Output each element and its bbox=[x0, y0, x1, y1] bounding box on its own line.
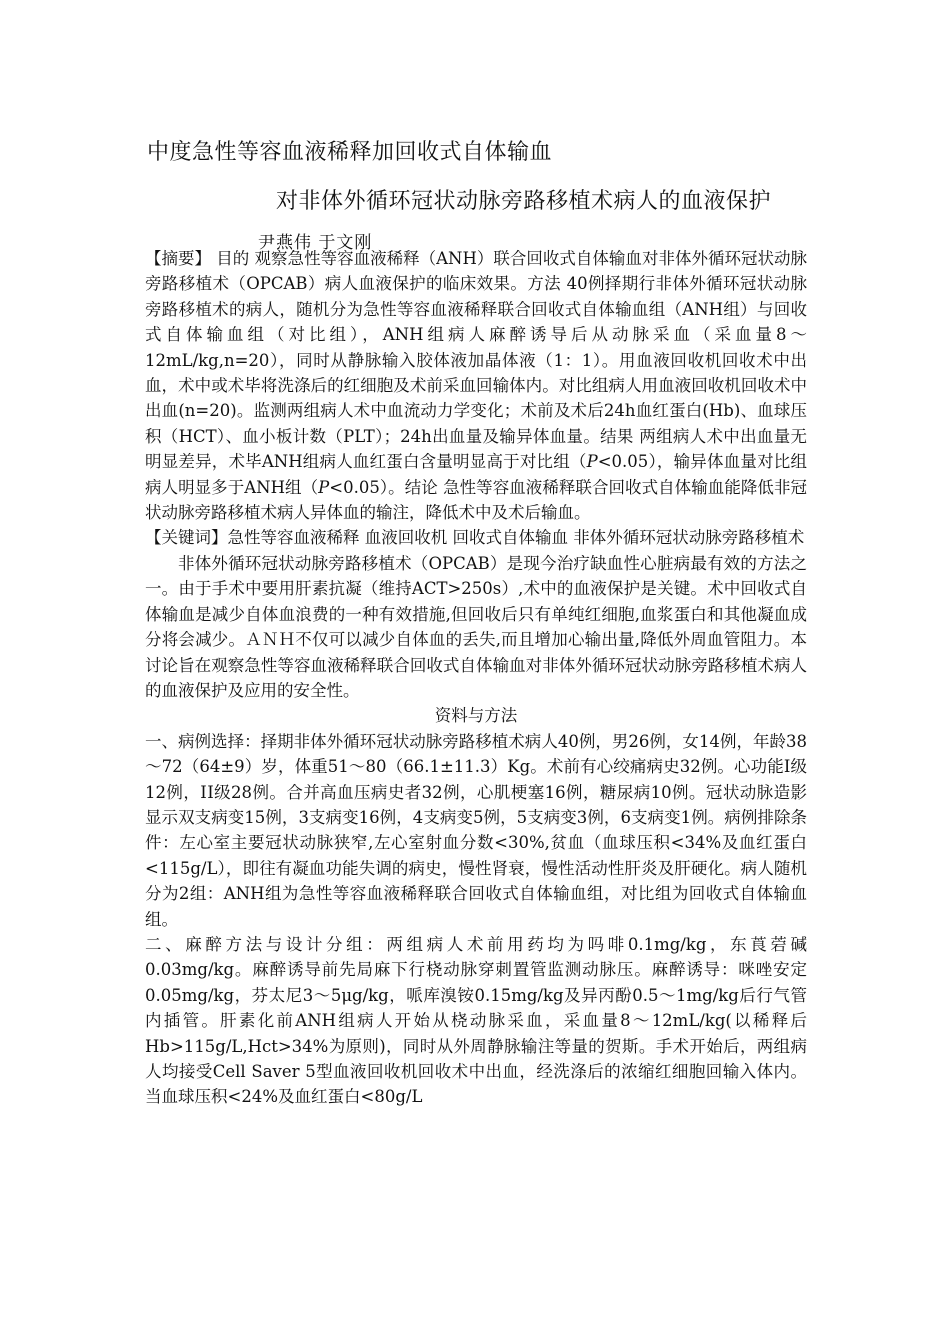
abstract-text-1: 目的 观察急性等容血液稀释（ANH）联合回收式自体输血对非体外循环冠状动脉旁路移植术（OPCAB）病人血液保护的临床效果。方法 40例择期行非体外循环冠状动脉旁路移植术的病人，随机分为急性等容血液稀释联合回收式自体输血组（ANH组）与回收式自体输血组（对比组），ANH组病人麻醉诱导后从动脉采血（采血量8～12mL/kg,n=20），同时从静脉输入胶体液加晶体液（1：1）。用血液回收机回收术中出血，术中或术毕将洗涤后的红细胞及术前采血回输体内。对比组病人用血液回收机回收术中出血(n=20)。监测两组病人术中血流动力学变化；术前及术后24h血红蛋白(Hb)、血球压积（HCT）、血小板计数（PLT）；24h出血量及输异体血量。结果 两组病人术中出血量无明显差异，术毕ANH组病人血红蛋白含量明显高于对比组（ bbox=[145, 249, 808, 472]
section-heading: 资料与方法 bbox=[434, 706, 518, 726]
keywords-paragraph bbox=[145, 525, 807, 550]
keywords-label: 【关键词】 bbox=[145, 528, 228, 548]
title-line-2: 对非体外循环冠状动脉旁路移植术病人的血液保护 bbox=[276, 189, 772, 214]
abstract-label: 【摘要】 bbox=[145, 249, 212, 268]
authors: 尹燕伟 于文刚 bbox=[258, 233, 373, 253]
abstract-paragraph bbox=[145, 246, 807, 525]
keywords-text: 急性等容血液稀释 血液回收机 回收式自体输血 非体外循环冠状动脉旁路移植术 bbox=[227, 528, 805, 548]
abstract-text-2: <0.05），输异体血量对比组病人明显多于ANH组（ bbox=[145, 452, 807, 497]
abstract-text-3: <0.05）。结论 急性等容血液稀释联合回收式自体输血能降低非冠状动脉旁路移植术病人异体血的输注，降低术中及术后输血。 bbox=[145, 477, 807, 523]
p-value-symbol-2: P bbox=[318, 477, 330, 497]
section-2-paragraph: 二、麻醉方法与设计分组：两组病人术前用药均为吗啡0.1mg/kg，东莨菪碱0.03mg/kg。麻醉诱导前先局麻下行桡动脉穿刺置管监测动脉压。麻醉诱导：咪唑安定0.05mg/kg，芬太尼3～5μg/kg，哌库溴铵0.15mg/kg及异丙酚0.5～1mg/kg后行气管内插管。肝素化前ANH组病人开始从桡动脉采血，采血量8～12mL/kg(以稀释后Hb>115g/L,Hct>34%为原则)，同时从外周静脉输注等量的贺斯。手术开始后，两组病人均接受Cell Saver 5型血液回收机回收术中出血，经洗涤后的浓缩红细胞回输入体内。当血球压积<24%及血红蛋白<80g/L bbox=[145, 934, 807, 1107]
section-1-paragraph: 一、病例选择：择期非体外循环冠状动脉旁路移植术病人40例，男26例，女14例，年龄38～72（64±9）岁，体重51～80（66.1±11.3）Kg。术前有心绞痛病史32例。心功能Ⅰ级12例，ⅠⅠ级28例。合并高血压病史者32例，心肌梗塞16例，糖尿病10例。冠状动脉造影显示双支病变15例，3支病变16例，4支病变5例，5支病变3例，6支病变1例。病例排除条件：左心室主要冠状动脉狭窄,左心室射血分数<30%,贫血（血球压积<34%及血红蛋白<115g/L），即往有凝血功能失调的病史，慢性肾衰，慢性活动性肝炎及肝硬化。病人随机分为2组：ANH组为急性等容血液稀释联合回收式自体输血组，对比组为回收式自体输血组。 bbox=[145, 731, 807, 929]
intro-paragraph: 非体外循环冠状动脉旁路移植术（OPCAB）是现今治疗缺血性心脏病最有效的方法之一。由于手术中要用肝素抗凝（维持ACT>250s）,术中的血液保护是关键。术中回收式自体输血是减少自体血浪费的一种有效措施,但回收后只有单纯红细胞,血浆蛋白和其他凝血成分将会减少。ＡＮＨ不仅可以减少自体血的丢失,而且增加心输出量,降低外周血管阻力。本讨论旨在观察急性等容血液稀释联合回收式自体输血对非体外循环冠状动脉旁路移植术病人的血液保护及应用的安全性。 bbox=[145, 553, 807, 700]
p-value-symbol-1: P bbox=[586, 452, 598, 472]
article-body bbox=[145, 246, 807, 1110]
title-line-1: 中度急性等容血液稀释加回收式自体输血 bbox=[147, 140, 553, 165]
